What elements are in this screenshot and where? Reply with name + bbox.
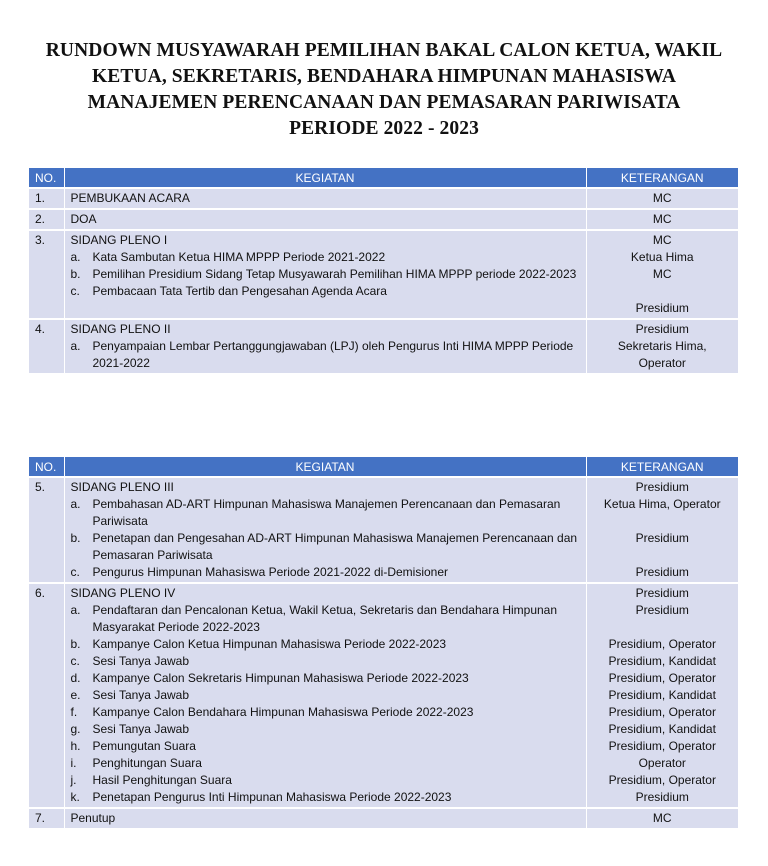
row-keterangan-cell: [586, 319, 738, 373]
sub-item-letter: c.: [70, 565, 80, 579]
sub-item: [71, 772, 580, 789]
sub-item-keterangan: Operator: [638, 756, 686, 770]
sub-item: [71, 530, 580, 564]
row-kegiatan-cell: [64, 319, 586, 373]
sub-item: [71, 602, 580, 636]
sub-item-keterangan: Presidium, Kandidat: [608, 688, 716, 702]
sub-item-keterangan: Sekretaris Hima, Operator: [617, 339, 707, 370]
sub-item-text: Pemilihan Presidium Sidang Tetap Musyawarah Pemilihan HIMA MPPP periode 2022-2023: [92, 267, 577, 281]
sub-item-keterangan: Presidium: [635, 603, 689, 617]
row-kegiatan: SIDANG PLENO III: [70, 480, 174, 494]
row-keterangan: MC: [652, 233, 672, 247]
table-row: [29, 209, 738, 230]
sub-item-keterangan: Presidium: [635, 301, 689, 315]
header-no: NO.: [29, 168, 64, 188]
row-kegiatan-cell: [64, 230, 586, 319]
sub-item: [71, 496, 580, 530]
header-no: NO.: [29, 457, 64, 477]
sub-item-keterangan: Presidium, Operator: [608, 637, 716, 651]
title-line-2: KETUA, SEKRETARIS, BENDAHARA HIMPUNAN MAHASISWA: [92, 66, 676, 87]
row-no: 5.: [29, 477, 64, 583]
sub-item: [71, 670, 580, 687]
sub-item: [71, 283, 580, 300]
document-title: [20, 38, 748, 142]
rundown-table-2: [29, 457, 738, 828]
row-kegiatan: SIDANG PLENO IV: [70, 586, 176, 600]
sub-item-text: Sesi Tanya Jawab: [92, 722, 190, 736]
sub-item-letter: e.: [70, 688, 81, 702]
sub-item-letter: c.: [70, 654, 80, 668]
sub-item-keterangan: Ketua Hima: [630, 250, 694, 264]
row-keterangan-cell: [586, 477, 738, 583]
row-keterangan-cell: [586, 230, 738, 319]
sub-item-keterangan: Presidium, Operator: [608, 773, 716, 787]
row-kegiatan-cell: [64, 583, 586, 808]
row-no: 1.: [29, 188, 64, 209]
sub-item-letter: j.: [70, 773, 77, 787]
sub-item-letter: k.: [70, 790, 80, 804]
row-keterangan: Presidium: [635, 322, 689, 336]
sub-item: [71, 755, 580, 772]
sub-item-text: Hasil Penghitungan Suara: [92, 773, 232, 787]
sub-item-letter: d.: [70, 671, 81, 685]
row-kegiatan: SIDANG PLENO I: [70, 233, 168, 247]
sub-item-keterangan: MC: [652, 267, 672, 281]
sub-item-text: Penghitungan Suara: [92, 756, 202, 770]
rundown-table-1: [29, 168, 738, 373]
sub-item: [71, 338, 580, 372]
row-keterangan: MC: [586, 808, 738, 828]
sub-item-text: Penetapan Pengurus Inti Himpunan Mahasiswa Periode 2022-2023: [92, 790, 452, 804]
header-kegiatan: KEGIATAN: [64, 457, 586, 477]
row-keterangan: MC: [586, 188, 738, 209]
sub-item-keterangan: Presidium, Kandidat: [608, 654, 716, 668]
table-header-row: [29, 457, 738, 477]
row-kegiatan: Penutup: [64, 808, 586, 828]
row-kegiatan: PEMBUKAAN ACARA: [64, 188, 586, 209]
sub-item-letter: g.: [70, 722, 81, 736]
sub-item-letter: a.: [70, 250, 81, 264]
sub-item-letter: a.: [70, 339, 81, 353]
sub-item-text: Penyampaian Lembar Pertanggungjawaban (LPJ) oleh Pengurus Inti HIMA MPPP Periode 2021-2022: [92, 339, 574, 370]
sub-item-text: Pengurus Himpunan Mahasiswa Periode 2021-2022 di-Demisioner: [92, 565, 449, 579]
sub-item-keterangan: Ketua Hima, Operator: [603, 497, 721, 511]
sub-item: [71, 266, 580, 283]
sub-item-letter: a.: [70, 497, 81, 511]
sub-item-keterangan: Presidium, Operator: [608, 705, 716, 719]
sub-item-text: Pembahasan AD-ART Himpunan Mahasiswa Manajemen Perencanaan dan Pemasaran Pariwisata: [92, 497, 561, 528]
sub-item: [71, 653, 580, 670]
sub-item-keterangan: Presidium: [635, 531, 689, 545]
row-keterangan-cell: [586, 583, 738, 808]
sub-item-keterangan: Presidium, Operator: [608, 739, 716, 753]
sub-item-text: Kampanye Calon Sekretaris Himpunan Mahasiswa Periode 2022-2023: [92, 671, 469, 685]
sub-item-letter: a.: [70, 603, 81, 617]
sub-item-letter: i.: [70, 756, 77, 770]
row-kegiatan: SIDANG PLENO II: [70, 322, 171, 336]
table-row: [29, 319, 738, 373]
sub-item: [71, 721, 580, 738]
row-no: 2.: [29, 209, 64, 230]
row-no: 6.: [29, 583, 64, 808]
sub-item: [71, 564, 580, 581]
sub-item-text: Kampanye Calon Ketua Himpunan Mahasiswa Periode 2022-2023: [92, 637, 447, 651]
sub-item: [71, 636, 580, 653]
sub-item: [71, 738, 580, 755]
table-header-row: [29, 168, 738, 188]
sub-item: [71, 704, 580, 721]
row-kegiatan-cell: [64, 477, 586, 583]
sub-item-text: Pemungutan Suara: [92, 739, 196, 753]
table-row: [29, 230, 738, 319]
sub-item-text: Pembacaan Tata Tertib dan Pengesahan Agenda Acara: [92, 284, 387, 298]
sub-item-keterangan: Presidium: [635, 790, 689, 804]
header-keterangan: KETERANGAN: [586, 168, 738, 188]
table-row: [29, 583, 738, 808]
row-keterangan: Presidium: [635, 480, 689, 494]
sub-item-letter: b.: [70, 267, 81, 281]
row-kegiatan: DOA: [64, 209, 586, 230]
sub-item-letter: h.: [70, 739, 81, 753]
title-line-3: MANAJEMEN PERENCANAAN DAN PEMASARAN PARIWISATA: [87, 92, 681, 113]
table-row: [29, 188, 738, 209]
row-keterangan: MC: [586, 209, 738, 230]
title-line-4: PERIODE 2022 - 2023: [289, 118, 479, 139]
sub-item-text: Sesi Tanya Jawab: [92, 654, 190, 668]
sub-item-keterangan: Presidium, Kandidat: [608, 722, 716, 736]
sub-item-letter: f.: [70, 705, 78, 719]
sub-item-keterangan: Presidium, Operator: [608, 671, 716, 685]
sub-item: [71, 789, 580, 806]
sub-item-text: Kata Sambutan Ketua HIMA MPPP Periode 2021-2022: [92, 250, 386, 264]
sub-item-text: Kampanye Calon Bendahara Himpunan Mahasiswa Periode 2022-2023: [92, 705, 474, 719]
sub-item-letter: b.: [70, 531, 81, 545]
row-no: 4.: [29, 319, 64, 373]
sub-item: [71, 687, 580, 704]
sub-item: [71, 249, 580, 266]
title-line-1: RUNDOWN MUSYAWARAH PEMILIHAN BAKAL CALON KETUA, WAKIL: [45, 40, 723, 61]
header-kegiatan: KEGIATAN: [64, 168, 586, 188]
header-keterangan: KETERANGAN: [586, 457, 738, 477]
sub-item-text: Sesi Tanya Jawab: [92, 688, 190, 702]
table-row: [29, 808, 738, 828]
sub-item-letter: c.: [70, 284, 80, 298]
row-no: 7.: [29, 808, 64, 828]
sub-item-text: Penetapan dan Pengesahan AD-ART Himpunan Mahasiswa Manajemen Perencanaan dan Pemasaran Pariwisata: [92, 531, 578, 562]
sub-item-keterangan: Presidium: [635, 565, 689, 579]
row-keterangan: Presidium: [635, 586, 689, 600]
sub-item-letter: b.: [70, 637, 81, 651]
row-no: 3.: [29, 230, 64, 319]
table-row: [29, 477, 738, 583]
sub-item-text: Pendaftaran dan Pencalonan Ketua, Wakil Ketua, Sekretaris dan Bendahara Himpunan Masyarakat Periode 2022-2023: [92, 603, 558, 634]
